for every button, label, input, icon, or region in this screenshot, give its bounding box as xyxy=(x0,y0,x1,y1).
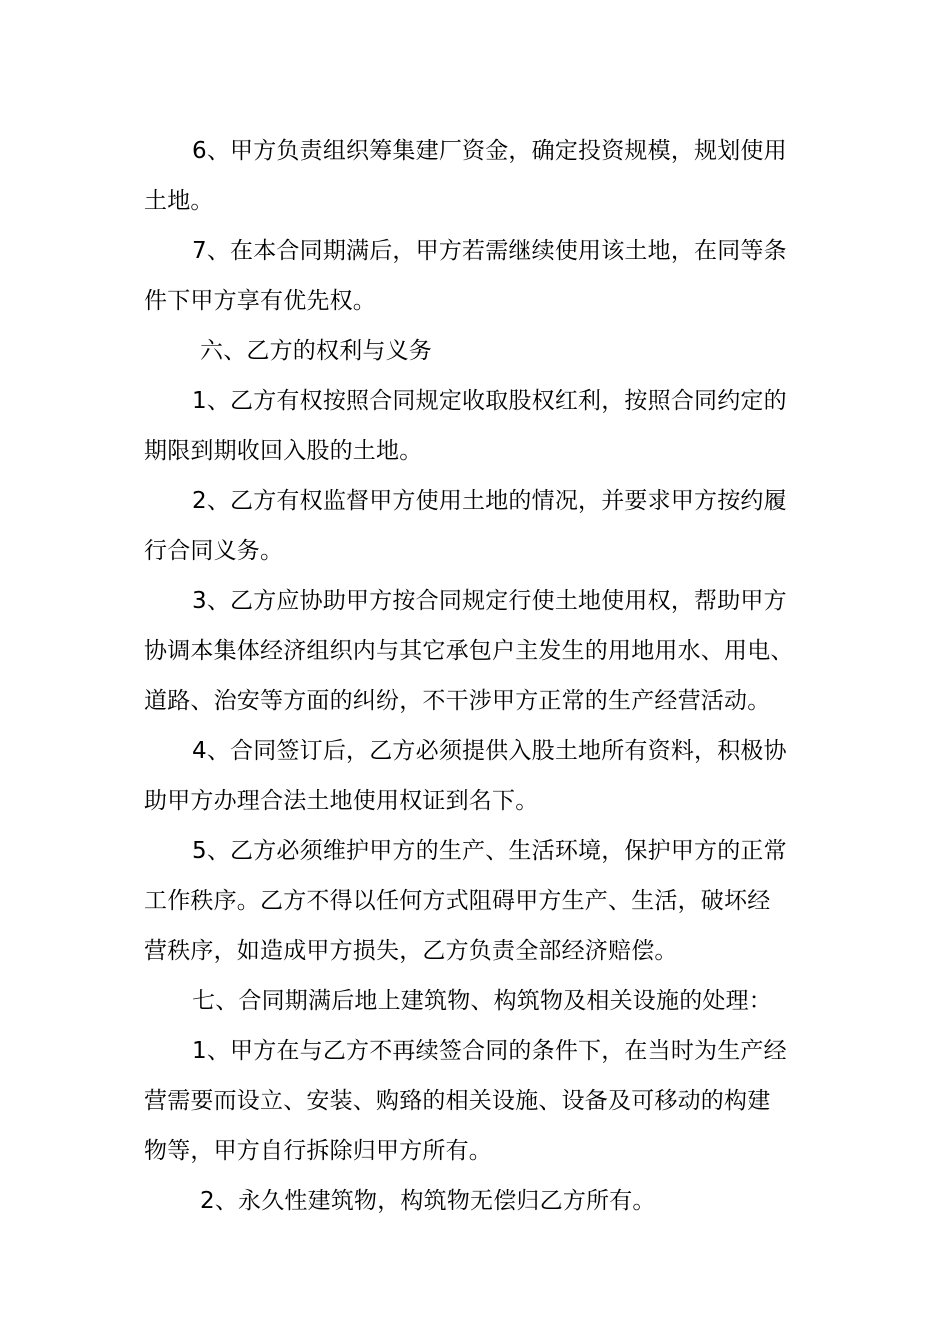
paragraph-line: 2、乙方有权监督甲方使用土地的情况，并要求甲方按约履 xyxy=(192,488,787,514)
paragraph-line: 道路、治安等方面的纠纷，不干涉甲方正常的生产经营活动。 xyxy=(144,688,771,714)
paragraph-line: 土地。 xyxy=(144,188,214,214)
section-heading: 七、合同期满后地上建筑物、构筑物及相关设施的处理： xyxy=(192,988,772,1014)
paragraph-line: 7、在本合同期满后，甲方若需继续使用该土地，在同等条 xyxy=(192,238,787,264)
paragraph-line: 协调本集体经济组织内与其它承包户主发生的用地用水、用电、 xyxy=(144,638,794,664)
paragraph-line: 6、甲方负责组织筹集建厂资金，确定投资规模，规划使用 xyxy=(192,138,787,164)
paragraph-line: 5、乙方必须维护甲方的生产、生活环境，保护甲方的正常 xyxy=(192,838,787,864)
paragraph-line: 助甲方办理合法土地使用权证到名下。 xyxy=(144,788,539,814)
paragraph-line: 行合同义务。 xyxy=(144,538,284,564)
paragraph-line: 期限到期收回入股的土地。 xyxy=(144,438,423,464)
paragraph-line: 1、乙方有权按照合同规定收取股权红利，按照合同约定的 xyxy=(192,388,787,414)
section-heading: 六、乙方的权利与义务 xyxy=(200,338,432,364)
paragraph-line: 营需要而设立、安装、购臵的相关设施、设备及可移动的构建 xyxy=(144,1088,771,1114)
paragraph-line: 2、永久性建筑物，构筑物无偿归乙方所有。 xyxy=(200,1188,656,1214)
paragraph-line: 物等，甲方自行拆除归甲方所有。 xyxy=(144,1138,492,1164)
paragraph-line: 件下甲方享有优先权。 xyxy=(144,288,376,314)
paragraph-line: 4、合同签订后，乙方必须提供入股土地所有资料，积极协 xyxy=(192,738,787,764)
paragraph-line: 3、乙方应协助甲方按合同规定行使土地使用权，帮助甲方 xyxy=(192,588,787,614)
paragraph-line: 工作秩序。乙方不得以任何方式阻碍甲方生产、生活，破坏经 xyxy=(144,888,771,914)
paragraph-line: 1、甲方在与乙方不再续签合同的条件下，在当时为生产经 xyxy=(192,1038,787,1064)
document-body xyxy=(144,126,816,1226)
paragraph-line: 营秩序，如造成甲方损失，乙方负责全部经济赔偿。 xyxy=(144,938,678,964)
